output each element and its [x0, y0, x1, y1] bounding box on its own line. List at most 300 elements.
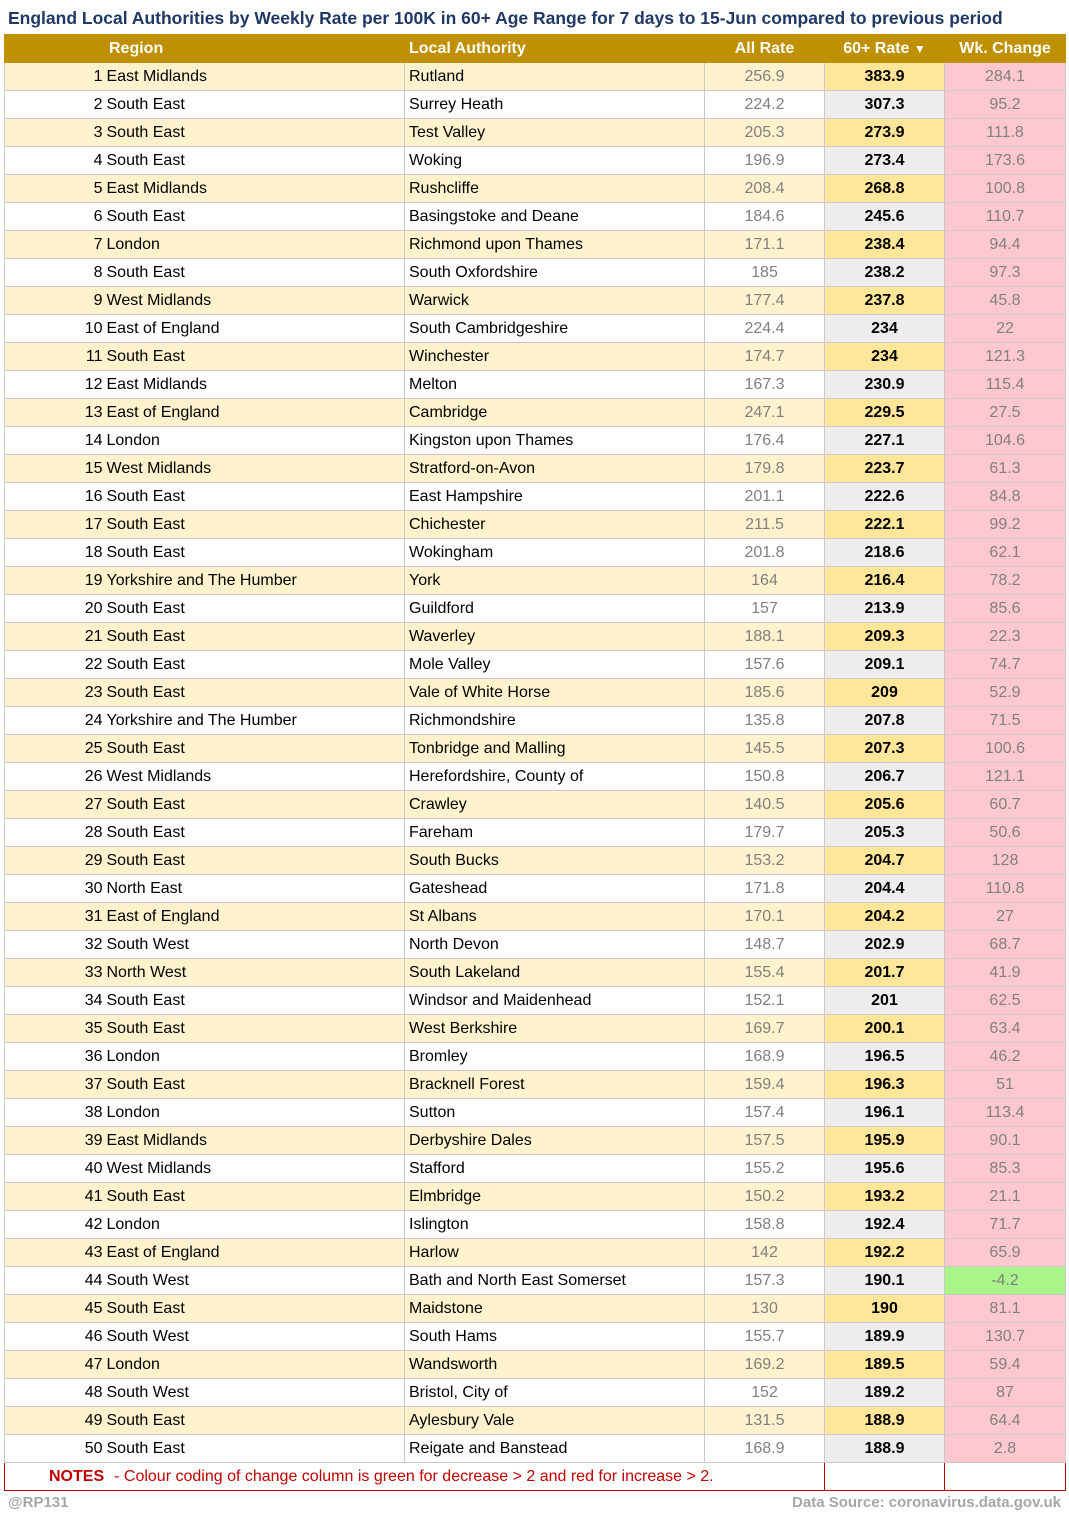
local-authority-cell: Rushcliffe: [405, 175, 705, 203]
region-cell: South East: [105, 259, 405, 287]
wk-change-cell: 84.8: [945, 483, 1066, 511]
rank-cell: 44: [5, 1267, 105, 1295]
rank-cell: 16: [5, 483, 105, 511]
region-cell: West Midlands: [105, 455, 405, 483]
sixty-rate-cell: 383.9: [825, 63, 945, 91]
rank-cell: 12: [5, 371, 105, 399]
local-authority-cell: Elmbridge: [405, 1183, 705, 1211]
region-cell: South East: [105, 791, 405, 819]
all-rate-cell: 177.4: [705, 287, 825, 315]
local-authority-cell: Sutton: [405, 1099, 705, 1127]
sixty-rate-cell: 307.3: [825, 91, 945, 119]
table-row: [5, 595, 1066, 623]
sixty-rate-cell: 193.2: [825, 1183, 945, 1211]
all-rate-cell: 153.2: [705, 847, 825, 875]
rank-cell: 20: [5, 595, 105, 623]
notes-label: NOTES: [49, 1467, 105, 1485]
all-rate-cell: 170.1: [705, 903, 825, 931]
wk-change-cell: 95.2: [945, 91, 1066, 119]
local-authority-cell: Herefordshire, County of: [405, 763, 705, 791]
all-rate-cell: 157.3: [705, 1267, 825, 1295]
table-row: [5, 819, 1066, 847]
wk-change-cell: 27: [945, 903, 1066, 931]
rank-cell: 5: [5, 175, 105, 203]
local-authority-cell: Richmondshire: [405, 707, 705, 735]
rank-cell: 32: [5, 931, 105, 959]
all-rate-cell: 224.2: [705, 91, 825, 119]
sixty-rate-cell: 201: [825, 987, 945, 1015]
rank-cell: 35: [5, 1015, 105, 1043]
sixty-rate-cell: 189.9: [825, 1323, 945, 1351]
all-rate-cell: 211.5: [705, 511, 825, 539]
region-cell: East of England: [105, 1239, 405, 1267]
region-cell: London: [105, 427, 405, 455]
local-authority-cell: Melton: [405, 371, 705, 399]
region-cell: East Midlands: [105, 175, 405, 203]
local-authority-cell: South Oxfordshire: [405, 259, 705, 287]
wk-change-cell: 104.6: [945, 427, 1066, 455]
local-authority-cell: Warwick: [405, 287, 705, 315]
sixty-rate-cell: 192.2: [825, 1239, 945, 1267]
sixty-rate-cell: 204.7: [825, 847, 945, 875]
all-rate-cell: 256.9: [705, 63, 825, 91]
table-row: [5, 371, 1066, 399]
local-authority-cell: South Hams: [405, 1323, 705, 1351]
rank-cell: 30: [5, 875, 105, 903]
rank-cell: 42: [5, 1211, 105, 1239]
table-row: [5, 679, 1066, 707]
table-row: [5, 399, 1066, 427]
wk-change-cell: 45.8: [945, 287, 1066, 315]
wk-change-cell: 64.4: [945, 1407, 1066, 1435]
data-source[interactable]: Data Source: coronavirus.data.gov.uk: [792, 1494, 1061, 1511]
table-row: [5, 1435, 1066, 1463]
all-rate-cell: 201.1: [705, 483, 825, 511]
wk-change-cell: 22.3: [945, 623, 1066, 651]
local-authority-cell: South Cambridgeshire: [405, 315, 705, 343]
region-cell: North West: [105, 959, 405, 987]
sixty-rate-cell: 196.5: [825, 1043, 945, 1071]
local-authority-cell: St Albans: [405, 903, 705, 931]
local-authority-cell: Stafford: [405, 1155, 705, 1183]
local-authority-cell: Waverley: [405, 623, 705, 651]
region-cell: South East: [105, 1295, 405, 1323]
table-row: [5, 119, 1066, 147]
all-rate-cell: 150.2: [705, 1183, 825, 1211]
rank-cell: 33: [5, 959, 105, 987]
sixty-rate-cell: 200.1: [825, 1015, 945, 1043]
notes-text: - Colour coding of change column is green for decrease > 2 and red for increase > 2.: [114, 1467, 714, 1485]
local-authority-cell: Woking: [405, 147, 705, 175]
local-authority-header[interactable]: Local Authority: [405, 35, 705, 63]
sixty-rate-cell: 229.5: [825, 399, 945, 427]
region-cell: South East: [105, 343, 405, 371]
all-rate-cell: 169.7: [705, 1015, 825, 1043]
table-row: [5, 959, 1066, 987]
sixty-rate-cell: 192.4: [825, 1211, 945, 1239]
region-cell: West Midlands: [105, 287, 405, 315]
local-authority-cell: Reigate and Banstead: [405, 1435, 705, 1463]
region-cell: South East: [105, 847, 405, 875]
all-rate-cell: 169.2: [705, 1351, 825, 1379]
region-cell: South East: [105, 679, 405, 707]
wk-change-cell: 111.8: [945, 119, 1066, 147]
rank-cell: 39: [5, 1127, 105, 1155]
sixty-rate-cell: 189.2: [825, 1379, 945, 1407]
region-cell: Yorkshire and The Humber: [105, 707, 405, 735]
region-cell: South East: [105, 1015, 405, 1043]
local-authority-cell: Mole Valley: [405, 651, 705, 679]
all-rate-cell: 164: [705, 567, 825, 595]
region-cell: South East: [105, 735, 405, 763]
wk-change-cell: 99.2: [945, 511, 1066, 539]
local-authority-cell: Vale of White Horse: [405, 679, 705, 707]
all-rate-cell: 155.4: [705, 959, 825, 987]
wk-change-cell: 68.7: [945, 931, 1066, 959]
wk-change-cell: 284.1: [945, 63, 1066, 91]
region-cell: South East: [105, 1183, 405, 1211]
sixty-rate-header[interactable]: [825, 35, 945, 63]
wk-change-cell: 71.7: [945, 1211, 1066, 1239]
all-rate-cell: 208.4: [705, 175, 825, 203]
table-row: [5, 1239, 1066, 1267]
region-cell: West Midlands: [105, 763, 405, 791]
sixty-rate-cell: 205.3: [825, 819, 945, 847]
table-row: [5, 259, 1066, 287]
wk-change-cell: 61.3: [945, 455, 1066, 483]
rank-cell: 11: [5, 343, 105, 371]
wk-change-cell: 85.3: [945, 1155, 1066, 1183]
wk-change-cell: 110.8: [945, 875, 1066, 903]
rank-cell: 26: [5, 763, 105, 791]
region-cell: South East: [105, 819, 405, 847]
table-row: [5, 763, 1066, 791]
all-rate-cell: 157: [705, 595, 825, 623]
rank-cell: 27: [5, 791, 105, 819]
table-header-row: [5, 35, 1066, 63]
local-authority-cell: Gateshead: [405, 875, 705, 903]
wk-change-cell: 97.3: [945, 259, 1066, 287]
sixty-rate-cell: 189.5: [825, 1351, 945, 1379]
rank-cell: 7: [5, 231, 105, 259]
all-rate-cell: 130: [705, 1295, 825, 1323]
all-rate-cell: 150.8: [705, 763, 825, 791]
table-row: [5, 455, 1066, 483]
wk-change-cell: 2.8: [945, 1435, 1066, 1463]
all-rate-cell: 135.8: [705, 707, 825, 735]
all-rate-cell: 142: [705, 1239, 825, 1267]
table-row: [5, 1323, 1066, 1351]
rank-cell: 46: [5, 1323, 105, 1351]
notes-empty-cell: [945, 1463, 1066, 1491]
all-rate-cell: 224.4: [705, 315, 825, 343]
table-body: [5, 63, 1066, 1463]
table-row: [5, 511, 1066, 539]
region-cell: South East: [105, 623, 405, 651]
table-row: [5, 987, 1066, 1015]
all-rate-cell: 157.6: [705, 651, 825, 679]
local-authority-cell: South Lakeland: [405, 959, 705, 987]
all-rate-cell: 188.1: [705, 623, 825, 651]
all-rate-cell: 168.9: [705, 1043, 825, 1071]
table-row: [5, 343, 1066, 371]
sixty-rate-cell: 195.6: [825, 1155, 945, 1183]
table-row: [5, 707, 1066, 735]
sort-descending-icon[interactable]: ▼: [913, 41, 926, 56]
sixty-rate-header-label: 60+ Rate: [843, 39, 910, 57]
region-cell: South West: [105, 1379, 405, 1407]
all-rate-cell: 158.8: [705, 1211, 825, 1239]
table-row: [5, 623, 1066, 651]
sixty-rate-cell: 273.4: [825, 147, 945, 175]
table-row: [5, 1407, 1066, 1435]
wk-change-cell: 63.4: [945, 1015, 1066, 1043]
table-row: [5, 175, 1066, 203]
local-authority-cell: Kingston upon Thames: [405, 427, 705, 455]
sixty-rate-cell: 223.7: [825, 455, 945, 483]
sixty-rate-cell: 268.8: [825, 175, 945, 203]
local-authority-cell: Maidstone: [405, 1295, 705, 1323]
rank-cell: 45: [5, 1295, 105, 1323]
table-row: [5, 1267, 1066, 1295]
region-cell: South East: [105, 539, 405, 567]
sixty-rate-cell: 216.4: [825, 567, 945, 595]
region-cell: South East: [105, 1435, 405, 1463]
region-cell: South East: [105, 147, 405, 175]
local-authority-cell: Tonbridge and Malling: [405, 735, 705, 763]
region-cell: London: [105, 1351, 405, 1379]
table-row: [5, 651, 1066, 679]
local-authority-cell: Guildford: [405, 595, 705, 623]
wk-change-cell: 74.7: [945, 651, 1066, 679]
rank-cell: 23: [5, 679, 105, 707]
wk-change-cell: 130.7: [945, 1323, 1066, 1351]
local-authority-cell: Chichester: [405, 511, 705, 539]
all-rate-cell: 179.8: [705, 455, 825, 483]
table-row: [5, 91, 1066, 119]
sixty-rate-cell: 188.9: [825, 1407, 945, 1435]
region-cell: South East: [105, 987, 405, 1015]
sixty-rate-cell: 207.3: [825, 735, 945, 763]
region-cell: South East: [105, 483, 405, 511]
region-cell: London: [105, 1211, 405, 1239]
sixty-rate-cell: 234: [825, 315, 945, 343]
rank-cell: 43: [5, 1239, 105, 1267]
rank-cell: 14: [5, 427, 105, 455]
all-rate-cell: 176.4: [705, 427, 825, 455]
sixty-rate-cell: 273.9: [825, 119, 945, 147]
wk-change-cell: 128: [945, 847, 1066, 875]
all-rate-cell: 155.7: [705, 1323, 825, 1351]
sixty-rate-cell: 238.2: [825, 259, 945, 287]
region-cell: London: [105, 231, 405, 259]
region-cell: South West: [105, 1323, 405, 1351]
local-authority-cell: Rutland: [405, 63, 705, 91]
wk-change-header[interactable]: Wk. Change: [945, 35, 1066, 63]
table-row: [5, 287, 1066, 315]
sixty-rate-cell: 201.7: [825, 959, 945, 987]
table-row: [5, 147, 1066, 175]
wk-change-cell: 121.3: [945, 343, 1066, 371]
all-rate-cell: 247.1: [705, 399, 825, 427]
wk-change-cell: 90.1: [945, 1127, 1066, 1155]
local-authority-cell: Cambridge: [405, 399, 705, 427]
local-authority-cell: York: [405, 567, 705, 595]
region-cell: South East: [105, 119, 405, 147]
rank-cell: 8: [5, 259, 105, 287]
region-cell: London: [105, 1099, 405, 1127]
sixty-rate-cell: 196.3: [825, 1071, 945, 1099]
rank-cell: 50: [5, 1435, 105, 1463]
all-rate-cell: 155.2: [705, 1155, 825, 1183]
table-row: [5, 1015, 1066, 1043]
table-row: [5, 903, 1066, 931]
rank-cell: 49: [5, 1407, 105, 1435]
rank-cell: 15: [5, 455, 105, 483]
all-rate-cell: 171.8: [705, 875, 825, 903]
all-rate-cell: 152: [705, 1379, 825, 1407]
sixty-rate-cell: 190: [825, 1295, 945, 1323]
all-rate-cell: 205.3: [705, 119, 825, 147]
sixty-rate-cell: 206.7: [825, 763, 945, 791]
local-authority-cell: Test Valley: [405, 119, 705, 147]
wk-change-cell: 94.4: [945, 231, 1066, 259]
all-rate-cell: 168.9: [705, 1435, 825, 1463]
region-cell: East Midlands: [105, 63, 405, 91]
table-row: [5, 1351, 1066, 1379]
rank-cell: 47: [5, 1351, 105, 1379]
all-rate-cell: 140.5: [705, 791, 825, 819]
sixty-rate-cell: 190.1: [825, 1267, 945, 1295]
all-rate-cell: 131.5: [705, 1407, 825, 1435]
rank-cell: 28: [5, 819, 105, 847]
table-row: [5, 483, 1066, 511]
all-rate-header[interactable]: All Rate: [705, 35, 825, 63]
rank-cell: 38: [5, 1099, 105, 1127]
rank-cell: 24: [5, 707, 105, 735]
sixty-rate-cell: 205.6: [825, 791, 945, 819]
local-authority-cell: Wokingham: [405, 539, 705, 567]
table-row: [5, 63, 1066, 91]
region-cell: South East: [105, 203, 405, 231]
wk-change-cell: 22: [945, 315, 1066, 343]
table-row: [5, 315, 1066, 343]
region-cell: South West: [105, 931, 405, 959]
sixty-rate-cell: 209.1: [825, 651, 945, 679]
table-row: [5, 427, 1066, 455]
rank-cell: 29: [5, 847, 105, 875]
rank-cell: 9: [5, 287, 105, 315]
sixty-rate-cell: 213.9: [825, 595, 945, 623]
sixty-rate-cell: 234: [825, 343, 945, 371]
wk-change-cell: 81.1: [945, 1295, 1066, 1323]
sixty-rate-cell: 237.8: [825, 287, 945, 315]
table-row: [5, 1379, 1066, 1407]
rank-cell: 31: [5, 903, 105, 931]
sixty-rate-cell: 209.3: [825, 623, 945, 651]
rank-cell: 22: [5, 651, 105, 679]
sixty-rate-cell: 230.9: [825, 371, 945, 399]
rank-cell: 2: [5, 91, 105, 119]
rank-cell: 37: [5, 1071, 105, 1099]
all-rate-cell: 196.9: [705, 147, 825, 175]
wk-change-cell: 27.5: [945, 399, 1066, 427]
table-row: [5, 567, 1066, 595]
sixty-rate-cell: 218.6: [825, 539, 945, 567]
rank-cell: 40: [5, 1155, 105, 1183]
sixty-rate-cell: 227.1: [825, 427, 945, 455]
region-cell: South East: [105, 1407, 405, 1435]
wk-change-cell: 113.4: [945, 1099, 1066, 1127]
sixty-rate-cell: 202.9: [825, 931, 945, 959]
rank-cell: 41: [5, 1183, 105, 1211]
all-rate-cell: 167.3: [705, 371, 825, 399]
local-authority-cell: Surrey Heath: [405, 91, 705, 119]
sixty-rate-cell: 222.1: [825, 511, 945, 539]
rank-cell: 13: [5, 399, 105, 427]
table-row: [5, 875, 1066, 903]
wk-change-cell: 115.4: [945, 371, 1066, 399]
table-row: [5, 1295, 1066, 1323]
table-row: [5, 1043, 1066, 1071]
table-row: [5, 539, 1066, 567]
wk-change-cell: 59.4: [945, 1351, 1066, 1379]
wk-change-cell: 21.1: [945, 1183, 1066, 1211]
rank-cell: 17: [5, 511, 105, 539]
wk-change-cell: 62.1: [945, 539, 1066, 567]
sixty-rate-cell: 207.8: [825, 707, 945, 735]
all-rate-cell: 201.8: [705, 539, 825, 567]
local-authority-cell: Islington: [405, 1211, 705, 1239]
region-header[interactable]: Region: [105, 35, 405, 63]
region-cell: East Midlands: [105, 1127, 405, 1155]
all-rate-cell: 174.7: [705, 343, 825, 371]
table-row: [5, 847, 1066, 875]
table-row: [5, 203, 1066, 231]
table-row: [5, 791, 1066, 819]
notes-cell: [5, 1463, 825, 1491]
sixty-rate-cell: 204.2: [825, 903, 945, 931]
wk-change-cell: 173.6: [945, 147, 1066, 175]
rank-cell: 4: [5, 147, 105, 175]
local-authority-cell: Stratford-on-Avon: [405, 455, 705, 483]
local-authority-cell: Richmond upon Thames: [405, 231, 705, 259]
region-cell: East of England: [105, 399, 405, 427]
notes-empty-cell: [825, 1463, 945, 1491]
rank-header: [5, 35, 105, 63]
rank-cell: 3: [5, 119, 105, 147]
rank-cell: 19: [5, 567, 105, 595]
rank-cell: 48: [5, 1379, 105, 1407]
wk-change-cell: 100.6: [945, 735, 1066, 763]
wk-change-cell: 62.5: [945, 987, 1066, 1015]
wk-change-cell: 85.6: [945, 595, 1066, 623]
wk-change-cell: 46.2: [945, 1043, 1066, 1071]
all-rate-cell: 185: [705, 259, 825, 287]
wk-change-cell: 110.7: [945, 203, 1066, 231]
rank-cell: 25: [5, 735, 105, 763]
wk-change-cell: 71.5: [945, 707, 1066, 735]
all-rate-cell: 159.4: [705, 1071, 825, 1099]
region-cell: West Midlands: [105, 1155, 405, 1183]
all-rate-cell: 184.6: [705, 203, 825, 231]
local-authority-cell: Crawley: [405, 791, 705, 819]
local-authority-cell: East Hampshire: [405, 483, 705, 511]
local-authority-cell: West Berkshire: [405, 1015, 705, 1043]
wk-change-cell: -4.2: [945, 1267, 1066, 1295]
rank-cell: 18: [5, 539, 105, 567]
region-cell: East of England: [105, 315, 405, 343]
